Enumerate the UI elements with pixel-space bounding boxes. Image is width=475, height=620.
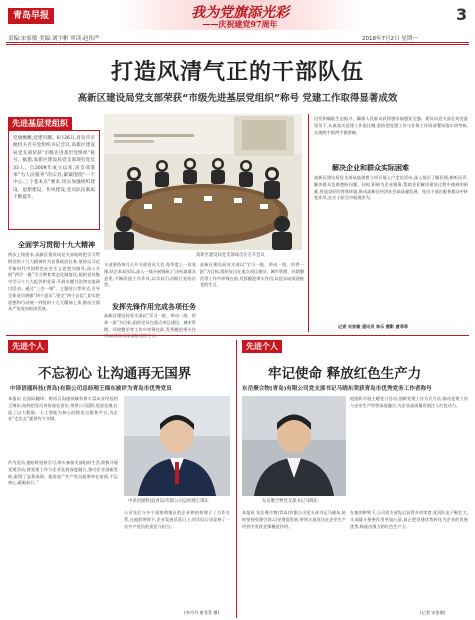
page-header	[0, 0, 475, 32]
lower-column-divider	[236, 340, 237, 618]
portrait-caption-ma: 东岳聚合物党支部书记马晓东	[262, 499, 318, 504]
lower-right-subtitle: 东岳聚合物(青岛)有限公司党支部书记马晓东荣获青岛市优秀党务工作者称号	[242, 386, 432, 392]
lower-left-tag: 先进个人	[8, 340, 48, 353]
section-text-study-cont: 支部坚持每月召开支部党员大会,每季度上一次党课,结合本局实际,深入一线开展调研,广泛听取群众意见,不断改进工作作风,以实际行动践行党的宗旨。	[104, 262, 196, 288]
portrait-photo-wang	[124, 396, 230, 496]
column-divider	[308, 114, 309, 332]
section-text-study: 两次上级要求,高新区建设局党支部始终把学习贯彻党的十九大精神作为首要政治任务,坚持以习近平新时代中国特色社会主义思想为指导,深入开展“两学一做”学习教育常态化制度化,组织党员集中学习十九大报告和党章,开展专题讨论和交流研讨活动。通过“三会一课”、主题党日等形式,引导全体党员增强“四个意识”,坚定“四个自信”,切实把思想和行动统一到党的十九大精神上来,推动全面从严治党向纵深发展。	[8, 252, 100, 312]
section-title-help: 解决企业和群众实际困难	[332, 164, 409, 172]
section-divider	[6, 335, 469, 336]
intro-box	[8, 130, 100, 230]
lower-right-text-col2: 在他的带领下,公司党支部先后获得多项荣誉,党员队伍不断壮大,支部战斗堡垒作用更加凸显,真正把党建优势转化为企业的发展优势,释放出强大的红色生产力。	[350, 510, 468, 529]
section-text-help: 高新区建设局党支部从高规格立项开展入户走访活动,深入基层了解民情,倾听民声,解决群众急难愁盼问题。同时,积极为企业服务,帮助企业解决建设过程中遇到的困难,营造良好的营商环境,推动高新区经济社会高质量发展。党员干部在服务群众中转变作风,在实干担当中展现作为。	[314, 175, 468, 201]
main-photo-caption: 高新区建设局党支部成员在召开会议	[196, 253, 265, 258]
lower-right-text: 本报讯 东岳聚合物(青岛)有限公司党支部书记马晓东,始终坚持党建引领,以党建促发展,带领支部党员在企业生产经营中发挥先锋模范作用。	[242, 510, 346, 529]
header-rule-thin	[6, 44, 469, 45]
portrait-photo-ma	[242, 396, 346, 496]
portrait-caption-wang: 中译语通科技(青岛)有限公司总经理王锦东	[128, 499, 209, 504]
lower-right-title: 牢记使命 释放红色生产力	[268, 366, 422, 382]
lower-left-text-col2: 公司先后与多个国家和地区的企业和机构建立了合作关系,在他的带领下,企业发展蒸蒸日上,用实际行动诠释了一名共产党员的责任与担当。	[124, 510, 230, 529]
lower-left-text: 本报讯 在国际翻译、跨语言沟通领域有着丰富从业经验的王锦东,始终把党员身份放在首位,带领公司团队攻坚克难,打造了以大数据、人工智能为核心的跨语言服务平台,为企业“走出去”提供有力支撑。	[8, 396, 118, 422]
banner-subtitle: ——庆祝建党97周年	[202, 19, 278, 29]
editor-line: 责编:宋家敏 美编:刘宇彬 审读:赵伟严	[8, 36, 100, 42]
intro-text: 党旗飘飘,党建闪耀。6月26日,青岛市市级机关召开党组织书记会议,高新区建设局党支部荣获“市级先进基层党组织”称号。据悉,高新区建设局党支部现有党员33人。自2009年成立以来,该支部秉承“为人民服务”的宗旨,紧紧围绕“一个中心,三个基本点”要求,切实加强组织建设、思想建设、作风建设,党员队伍素质不断提升。	[13, 136, 95, 201]
meeting-photo	[104, 114, 302, 250]
byline: 记者 宋家敏 通讯员 李乐 摄影 唐菲菲	[338, 324, 409, 329]
lower-left-text-more: 作为党员,他始终坚持学习,带头参加支部组织生活,积极开展党建活动,将党建工作与企业发展深度融合,推动企业创新发展,取得了显著成绩。他常说:“共产党员就要冲在前面,不忘初心,砥砺前行。”	[8, 460, 118, 486]
page-headline: 打造风清气正的干部队伍	[110, 60, 364, 85]
section-title-study: 全面学习贯彻十九大精神	[18, 241, 95, 249]
page-number: 3	[456, 5, 468, 24]
lower-left-subtitle: 中译语通科技(青岛)有限公司总经理王锦东被评为青岛市优秀党员	[10, 386, 172, 392]
section-text-pioneer: 高新区建设局党支部以“学习一批、带动一批、培养一批”为目标,组织党员在重点项目建设、城市管理、环境整治等工作中冲锋在前,发挥模范带头作用,以优异成绩迎接党的生日。	[104, 313, 196, 339]
lower-right-text-col1: 他组织开展主题党日活动,创新党建工作方式方法,推动党建工作与企业生产经营深度融合,为企业高质量发展注入红色动力。	[350, 396, 468, 408]
section-tag: 先进基层党组织	[8, 117, 72, 130]
lower-right-sign: (记者 宋家敏)	[420, 610, 446, 615]
header-rule	[6, 42, 469, 43]
section-text-pioneer-cont: 高新区建设局党支部以“学习一批、带动一批、培养一批”为目标,组织党员在重点项目建设、城市管理、环境整治等工作中冲锋在前,发挥模范带头作用,以优异成绩迎接党的生日。	[200, 262, 305, 288]
column-banner	[120, 0, 360, 30]
newspaper-logo: 青岛早报	[8, 8, 54, 24]
lower-left-sign: (李丹丹 唐菲菲 摄)	[184, 610, 220, 615]
page-subheadline: 高新区建设局党支部荣获“市级先进基层党组织”称号 党建工作取得显著成效	[77, 93, 398, 104]
lower-left-title: 不忘初心 让沟通再无国界	[38, 366, 192, 382]
lower-right-tag: 先进个人	[242, 340, 282, 353]
date-line: 2018年7月2日 星期一	[362, 36, 418, 42]
banner-title: 我为党旗添光彩	[191, 5, 289, 21]
section-title-pioneer: 发挥先锋作用完成各项任务	[112, 303, 196, 311]
right-column-text: 启发和赋能生态振兴、确保人民群众获得感幸福感安全感。建设局党支部在局党委领导下,认真落实党建工作责任制,坚持把党建工作与业务工作同部署同落实同考核,实现两手抓两手都要硬。	[314, 116, 468, 135]
